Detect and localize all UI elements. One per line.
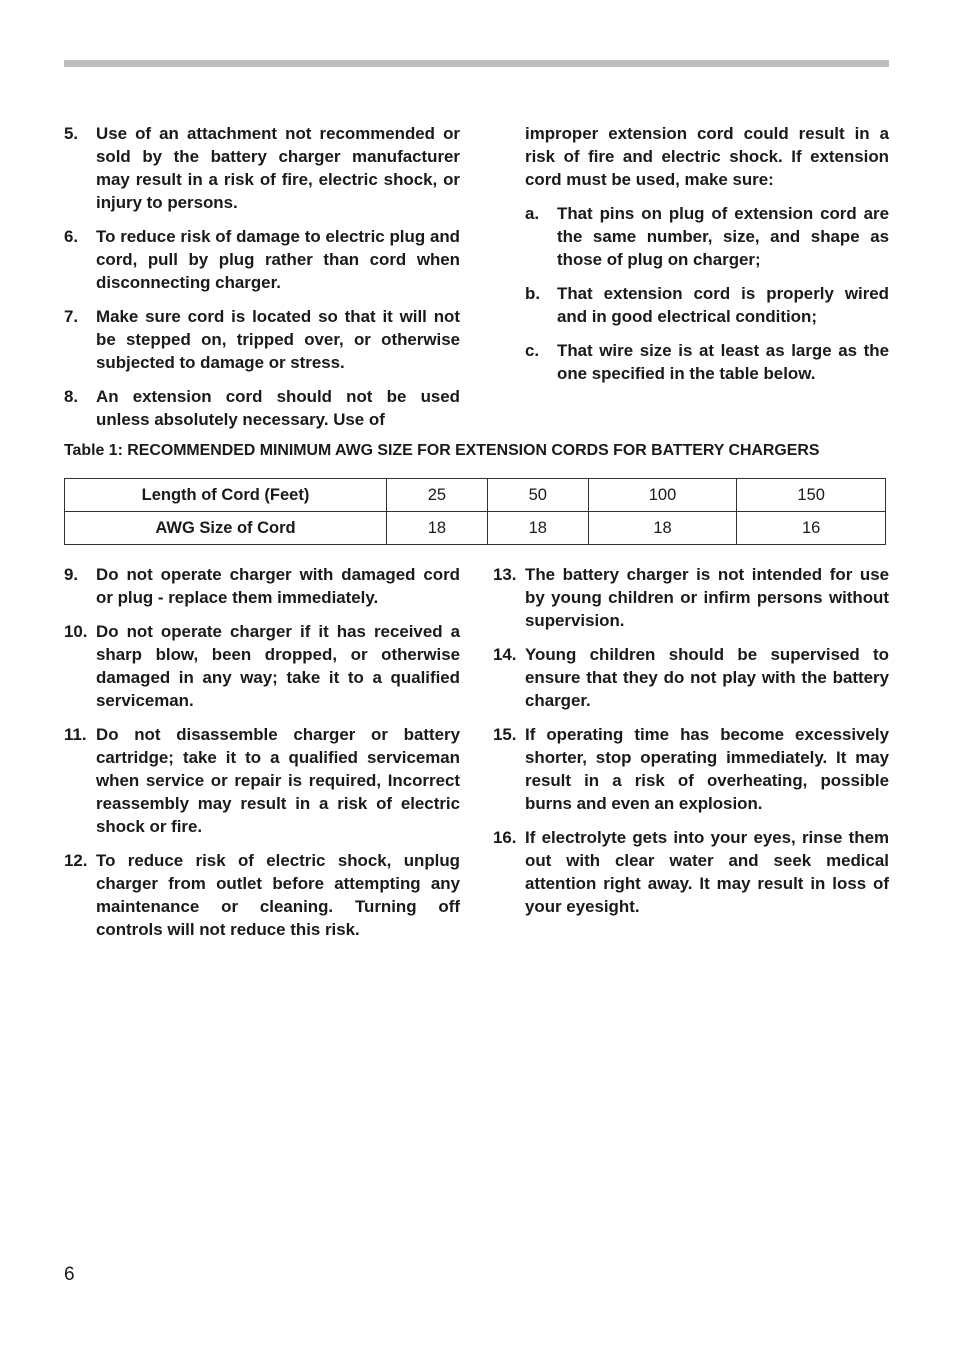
list-item — [493, 643, 889, 712]
list-item — [64, 620, 460, 712]
sub-item-letter: b. — [525, 284, 541, 303]
item-text: If electrolyte gets into your eyes, rinse them out with clear water and seek medical attention right away. It may result in loss of your eyesight. — [525, 828, 889, 916]
list-item — [493, 563, 889, 632]
right-column-top — [493, 122, 889, 396]
header-rule — [64, 60, 889, 67]
item-number: 11. — [64, 725, 87, 744]
list-item — [64, 122, 460, 214]
row-label-awg: AWG Size of Cord — [65, 512, 387, 545]
list-item — [493, 723, 889, 815]
item-text: The battery charger is not intended for use by young children or infirm persons without supervision. — [525, 565, 889, 630]
left-column-bottom — [64, 563, 460, 952]
left-column-top — [64, 122, 460, 442]
list-item — [64, 385, 460, 431]
item-text: Do not operate charger with damaged cord or plug - replace them immediately. — [96, 565, 460, 607]
item-number: 12. — [64, 851, 88, 870]
right-column-bottom — [493, 563, 889, 929]
item-number: 5. — [64, 124, 79, 143]
table-cell: 50 — [487, 479, 588, 512]
item-8-continuation: improper extension cord could result in a risk of fire and electric shock. If extension cord must be used, make sure: — [525, 124, 889, 189]
table-cell: 18 — [588, 512, 737, 545]
table-caption: Table 1: RECOMMENDED MINIMUM AWG SIZE FOR EXTENSION CORDS FOR BATTERY CHARGERS — [64, 442, 820, 459]
sub-item-text: That wire size is at least as large as the one specified in the table below. — [557, 341, 889, 383]
table-cell: 100 — [588, 479, 737, 512]
table-cell: 150 — [737, 479, 886, 512]
item-text: An extension cord should not be used unless absolutely necessary. Use of — [96, 387, 460, 429]
item-text: Use of an attachment not recommended or sold by the battery charger manufacturer may result in a risk of fire, electric shock, or injury to persons. — [96, 124, 460, 212]
item-text: To reduce risk of electric shock, unplug charger from outlet before attempting any maintenance or cleaning. Turning off controls will not reduce this risk. — [96, 851, 460, 939]
table-cell: 18 — [487, 512, 588, 545]
item-number: 9. — [64, 565, 79, 584]
list-item — [64, 305, 460, 374]
page-number: 6 — [64, 1264, 75, 1285]
table-row — [65, 512, 886, 545]
list-item — [64, 723, 460, 838]
item-number: 13. — [493, 565, 517, 584]
item-number: 10. — [64, 622, 88, 641]
list-item — [64, 849, 460, 941]
sub-item-text: That extension cord is properly wired and in good electrical condition; — [557, 284, 889, 326]
sub-list-item — [493, 282, 889, 328]
table-cell: 25 — [387, 479, 488, 512]
sub-list-item — [493, 202, 889, 271]
list-item — [493, 826, 889, 918]
row-label-length: Length of Cord (Feet) — [65, 479, 387, 512]
item-number: 7. — [64, 307, 79, 326]
table-row — [65, 479, 886, 512]
awg-table — [64, 478, 886, 545]
item-number: 15. — [493, 725, 517, 744]
table-cell: 16 — [737, 512, 886, 545]
sub-list-item — [493, 339, 889, 385]
table-cell: 18 — [387, 512, 488, 545]
item-text: Make sure cord is located so that it will not be stepped on, tripped over, or otherwise subjected to damage or stress. — [96, 307, 460, 372]
item-text: Do not operate charger if it has received a sharp blow, been dropped, or otherwise damaged in any way; take it to a qualified serviceman. — [96, 622, 460, 710]
sub-item-text: That pins on plug of extension cord are the same number, size, and shape as those of plug on charger; — [557, 204, 889, 269]
item-number: 8. — [64, 387, 79, 406]
item-number: 14. — [493, 645, 517, 664]
item-text: Young children should be supervised to ensure that they do not play with the battery charger. — [525, 645, 889, 710]
sub-item-letter: a. — [525, 204, 540, 223]
item-number: 6. — [64, 227, 79, 246]
list-item — [64, 225, 460, 294]
sub-item-letter: c. — [525, 341, 540, 360]
item-text: Do not disassemble charger or battery cartridge; take it to a qualified serviceman when service or repair is required, Incorrect reassembly may result in a risk of electric shock or fire. — [96, 725, 460, 836]
list-item — [64, 563, 460, 609]
item-number: 16. — [493, 828, 517, 847]
item-text: To reduce risk of damage to electric plug and cord, pull by plug rather than cord when disconnecting charger. — [96, 227, 460, 292]
item-text: If operating time has become excessively shorter, stop operating immediately. It may result in a risk of overheating, possible burns and even an explosion. — [525, 725, 889, 813]
